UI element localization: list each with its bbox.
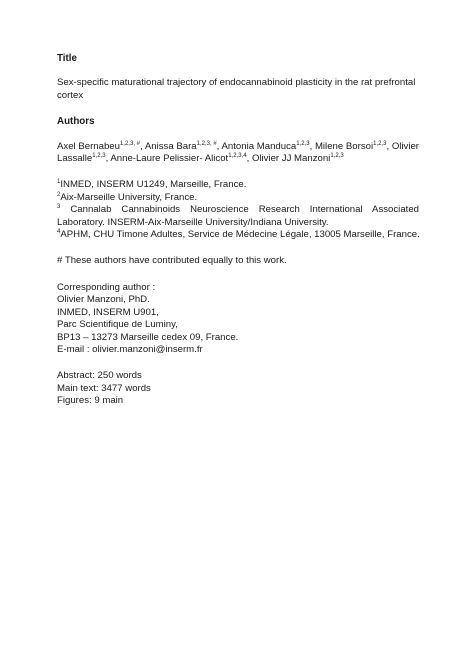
author-name: Anne-Laure Pelissier- Alicot — [110, 153, 229, 165]
author-separator: , — [140, 140, 145, 152]
author-affiliation-marks: 1,2,3, # — [119, 140, 141, 147]
affiliation-text: INMED, INSERM U1249, Marseille, France. — [60, 179, 247, 191]
affiliation-item — [57, 229, 419, 241]
author-affiliation-marks: 1,2,3 — [373, 140, 387, 147]
title-page — [57, 53, 419, 408]
equal-contribution-note: # These authors have contributed equally to this work. — [57, 255, 287, 267]
author-affiliation-marks: 1,2,3,4 — [228, 153, 247, 160]
author-affiliation-marks: 1,2,3, # — [196, 140, 217, 147]
authors-heading: Authors — [57, 116, 95, 128]
author-separator: , — [216, 140, 222, 152]
author-separator: , — [105, 153, 111, 165]
affiliation-number: 3 — [57, 204, 61, 211]
main-text-count: Main text: 3477 words — [57, 382, 151, 394]
author-name: Anissa Bara — [144, 140, 197, 152]
affiliation-text: Aix-Marseille University, France. — [60, 191, 198, 203]
corresponding-address-line: Parc Scientifique de Luminy, — [57, 319, 178, 331]
affiliation-item — [57, 204, 419, 229]
author-affiliation-marks: 1,2,3 — [296, 140, 310, 147]
corresponding-address-line: BP13 – 13273 Marseille cedex 09, France. — [57, 331, 239, 343]
corresponding-name: Olivier Manzoni, PhD. — [57, 294, 150, 306]
affiliation-number: 4 — [57, 229, 61, 236]
word-counts — [57, 370, 419, 407]
affiliation-text: APHM, CHU Timone Adultes, Service de Médecine Légale, 13005 Marseille, France. — [60, 229, 420, 241]
author-affiliation-marks: 1,2,3 — [92, 153, 106, 160]
author-name: Axel Bernabeu — [57, 140, 120, 152]
author-separator: , — [246, 153, 252, 165]
corresponding-email: E-mail : olivier.manzoni@inserm.fr — [57, 343, 203, 355]
corresponding-label: Corresponding author : — [57, 281, 156, 293]
affiliation-number: 1 — [57, 179, 61, 186]
affiliation-text: Cannalab Cannabinoids Neuroscience Research International Associated Laboratory. INSERM-Aix-Marseille University/Indiana University. — [57, 204, 419, 228]
title-heading: Title — [57, 53, 77, 64]
author-name: Antonia Manduca — [221, 140, 297, 152]
corresponding-institute: INMED, INSERM U901, — [57, 306, 159, 318]
abstract-count: Abstract: 250 words — [57, 370, 142, 382]
affiliation-item — [57, 179, 419, 191]
author-name: Olivier JJ Manzoni — [251, 153, 331, 165]
figures-count: Figures: 9 main — [57, 395, 124, 407]
affiliation-item — [57, 192, 419, 204]
author-affiliation-marks: 1,2,3 — [330, 153, 344, 160]
author-name: Olivier Lassalle — [57, 140, 419, 165]
author-separator: , — [386, 140, 392, 152]
affiliation-number: 2 — [57, 191, 61, 198]
author-separator: , — [309, 140, 315, 152]
paper-title: Sex-specific maturational trajectory of endocannabinoid plasticity in the rat prefrontal cortex — [57, 77, 416, 101]
corresponding-author-block — [57, 282, 419, 356]
affiliation-list — [57, 179, 419, 241]
author-list — [57, 141, 419, 166]
author-name: Milene Borsoi — [314, 140, 374, 152]
